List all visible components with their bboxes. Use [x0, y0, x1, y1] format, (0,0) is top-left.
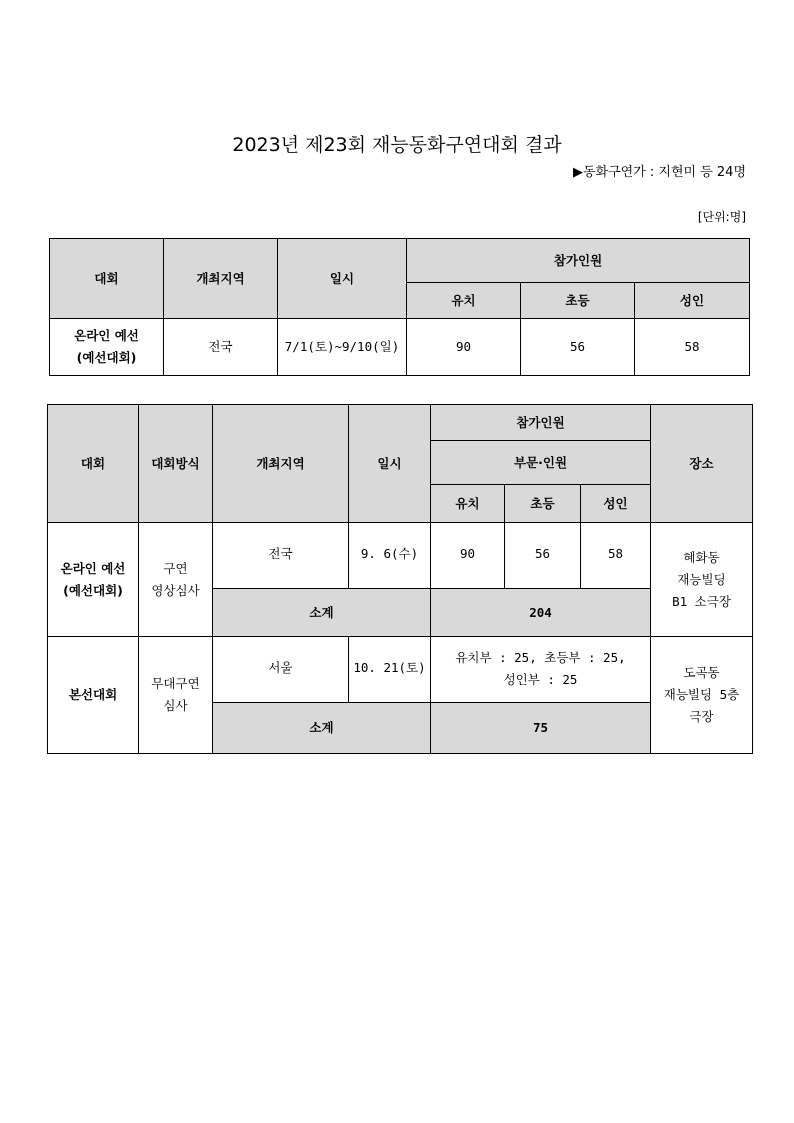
header-venue: 장소: [651, 405, 753, 523]
row2-venue: 도곡동 재능빌딩 5층 극장: [651, 637, 753, 754]
row2-divisions: 유치부 : 25, 초등부 : 25, 성인부 : 25: [431, 637, 651, 703]
row1-subtotal-label: 소계: [213, 589, 431, 637]
row2-subtotal-label: 소계: [213, 703, 431, 754]
row1-contest: 온라인 예선 (예선대회): [48, 523, 139, 637]
header-region: 개최지역: [213, 405, 349, 523]
document-title: 2023년 제23회 재능동화구연대회 결과: [232, 134, 562, 156]
row1-venue: 혜화동 재능빌딩 B1 소극장: [651, 523, 753, 637]
header-region: 개최지역: [164, 239, 278, 319]
header-division: 부문·인원: [431, 441, 651, 485]
cell-elementary: 56: [521, 319, 635, 376]
row1-adult: 58: [581, 523, 651, 589]
row2-date: 10. 21(토): [349, 637, 431, 703]
preliminary-table: [49, 238, 750, 376]
row1-date: 9. 6(수): [349, 523, 431, 589]
header-contest: 대회: [48, 405, 139, 523]
cell-contest: 온라인 예선 (예선대회): [50, 319, 164, 376]
unit-label: [단위:명]: [697, 210, 746, 224]
performer-line: ▶동화구연가 : 지현미 등 24명: [572, 165, 746, 180]
header-participants: 참가인원: [407, 239, 750, 283]
row1-region: 전국: [213, 523, 349, 589]
header-participants: 참가인원: [431, 405, 651, 441]
header-date: 일시: [278, 239, 407, 319]
cell-kinder: 90: [407, 319, 521, 376]
header-elementary: 초등: [521, 283, 635, 319]
row1-kinder: 90: [431, 523, 505, 589]
header-method: 대회방식: [139, 405, 213, 523]
cell-date: 7/1(토)~9/10(일): [278, 319, 407, 376]
header-adult: 성인: [581, 485, 651, 523]
row1-elementary: 56: [505, 523, 581, 589]
header-contest: 대회: [50, 239, 164, 319]
row1-subtotal: 204: [431, 589, 651, 637]
row1-method: 구연 영상심사: [139, 523, 213, 637]
results-table: [47, 404, 753, 754]
row2-subtotal: 75: [431, 703, 651, 754]
header-date: 일시: [349, 405, 431, 523]
header-elementary: 초등: [505, 485, 581, 523]
header-adult: 성인: [635, 283, 750, 319]
cell-adult: 58: [635, 319, 750, 376]
header-kinder: 유치: [407, 283, 521, 319]
row2-contest: 본선대회: [48, 637, 139, 754]
row2-region: 서울: [213, 637, 349, 703]
cell-region: 전국: [164, 319, 278, 376]
header-kinder: 유치: [431, 485, 505, 523]
row2-method: 무대구연 심사: [139, 637, 213, 754]
